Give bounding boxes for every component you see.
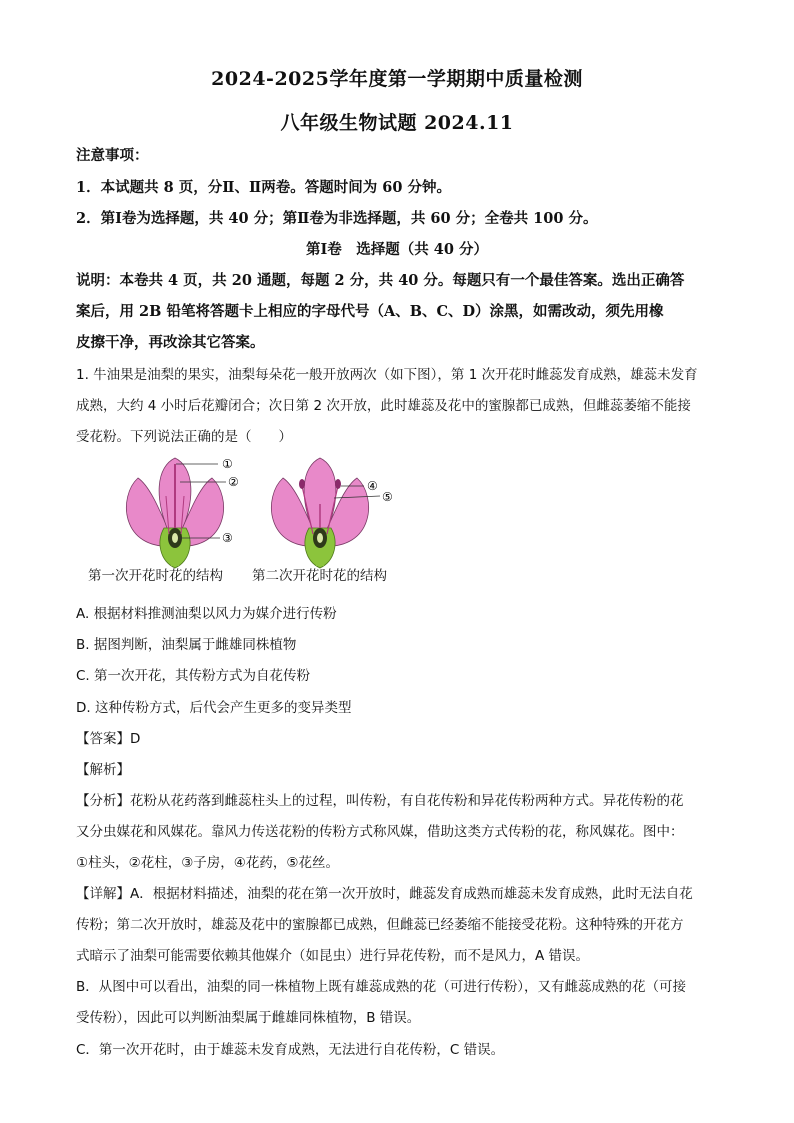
first-bloom-flower [126, 457, 238, 568]
detail-line-6: C．第一次开花时，由于雄蕊未发育成熟，无法进行自花传粉，C 错误。 [76, 1042, 505, 1058]
notice-item-1: 1．本试题共 8 页，分Ⅱ、Ⅱ两卷。答题时间为 60 分钟。 [76, 179, 451, 196]
section-desc-line-1: 说明：本卷共 4 页，共 20 通题，每题 2 分，共 40 分。每题只有一个最佳答案。选出正确答 [76, 272, 685, 289]
second-bloom-flower [271, 458, 392, 568]
option-a: A. 根据材料推测油梨以风力为媒介进行传粉 [76, 606, 337, 622]
option-d: D. 这种传粉方式，后代会产生更多的变异类型 [76, 700, 352, 716]
question-stem-line-1: 1. 牛油果是油梨的果实，油梨每朵花一般开放两次（如下图），第 1 次开花时雌蕊发育成熟，雄蕊未发育 [76, 367, 698, 383]
option-c: C. 第一次开花，其传粉方式为自花传粉 [76, 668, 311, 684]
exam-title: 2024-2025学年度第一学期期中质量检测 [211, 68, 583, 90]
analysis-line-1: 【分析】花粉从花药落到雌蕊柱头上的过程，叫传粉，有自花传粉和异花传粉两种方式。异花传粉的花 [76, 793, 684, 809]
label-5: ⑤ [382, 490, 393, 504]
analysis-line-2: 又分虫媒花和风媒花。靠风力传送花粉的传粉方式称风媒，借助这类方式传粉的花，称风媒花。图中： [76, 824, 684, 840]
detail-line-3: 式暗示了油梨可能需要依赖其他媒介（如昆虫）进行异花传粉，而不是风力，A 错误。 [76, 948, 590, 964]
label-3: ③ [222, 531, 233, 545]
detail-line-4: B．从图中可以看出，油梨的同一株植物上既有雄蕊成熟的花（可进行传粉），又有雌蕊成熟的花（可接 [76, 979, 687, 995]
section-title: 第Ⅰ卷 选择题（共 40 分） [305, 241, 489, 258]
notice-item-2: 2．第Ⅰ卷为选择题，共 40 分；第Ⅱ卷为非选择题，共 60 分；全卷共 100 分。 [76, 210, 598, 227]
analysis-label: 【解析】 [76, 762, 130, 778]
caption-first-bloom: 第一次开花时花的结构 [88, 568, 223, 584]
section-desc-line-3: 皮擦干净，再改涂其它答案。 [76, 334, 265, 351]
answer: 【答案】D [76, 731, 141, 747]
question-stem-line-2: 成熟，大约 4 小时后花瓣闭合；次日第 2 次开放，此时雄蕊及花中的蜜腺都已成熟，但雌蕊萎缩不能接 [76, 398, 691, 414]
caption-second-bloom: 第二次开花时花的结构 [252, 568, 387, 584]
analysis-line-3: ①柱头，②花柱，③子房，④花药，⑤花丝。 [76, 855, 340, 871]
question-stem-line-3: 受花粉。下列说法正确的是（ ） [76, 429, 292, 445]
exam-subtitle: 八年级生物试题 2024.11 [280, 112, 514, 134]
label-1: ① [222, 457, 233, 471]
label-2: ② [228, 475, 239, 489]
detail-line-5: 受传粉），因此可以判断油梨属于雌雄同株植物，B 错误。 [76, 1010, 421, 1026]
option-b: B. 据图判断，油梨属于雌雄同株植物 [76, 637, 297, 653]
section-desc-line-2: 案后，用 2B 铅笔将答题卡上相应的字母代号（A、B、C、D）涂黑，如需改动，须先用橡 [76, 303, 664, 320]
detail-line-2: 传粉；第二次开放时，雄蕊及花中的蜜腺都已成熟，但雌蕊已经萎缩不能接受花粉。这种特殊的开花方 [76, 917, 684, 933]
detail-line-1: 【详解】A．根据材料描述，油梨的花在第一次开放时，雌蕊发育成熟而雄蕊未发育成熟，此时无法自花 [76, 886, 693, 902]
notice-heading: 注意事项： [76, 147, 149, 164]
label-4: ④ [367, 479, 378, 493]
